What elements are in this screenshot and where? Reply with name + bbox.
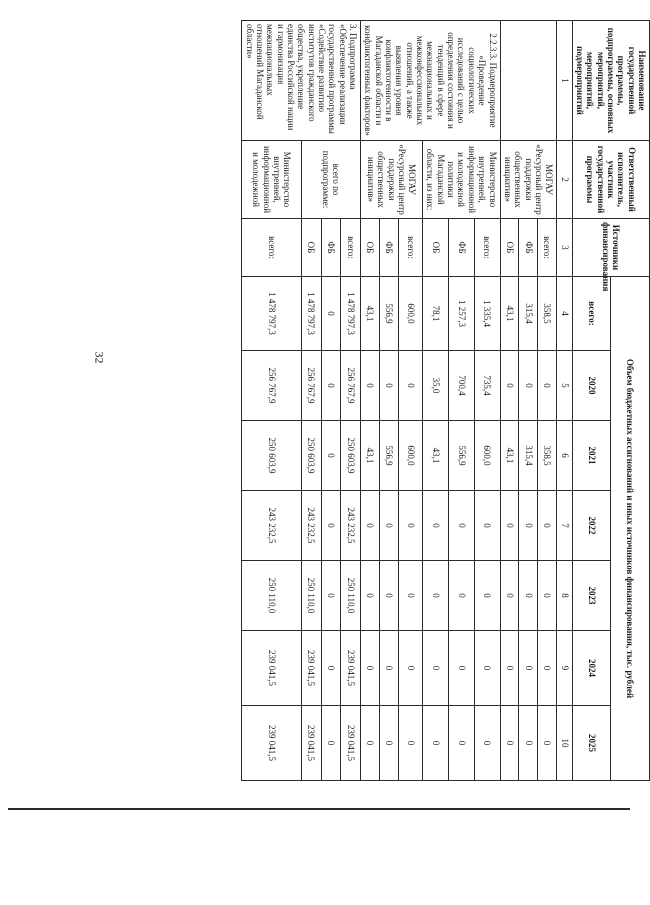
value-cell: 0: [398, 351, 422, 421]
header-funding: Объем бюджетных ассигнований и иных источников финансирования, тыс. рублей: [611, 277, 650, 781]
value-cell: 0: [448, 561, 474, 631]
value-cell: 0: [474, 491, 500, 561]
value-cell: 43,1: [423, 421, 449, 491]
header-col2: Ответственный исполнитель, участник государственной программы: [572, 141, 649, 219]
column-number: 8: [557, 561, 572, 631]
value-cell: 0: [423, 561, 449, 631]
value-cell: 1 257,3: [448, 277, 474, 351]
value-cell: 0: [321, 491, 341, 561]
value-cell: 0: [500, 351, 519, 421]
value-cell: 1 478 797,3: [301, 277, 321, 351]
value-cell: 358,5: [538, 277, 557, 351]
value-cell: 0: [538, 351, 557, 421]
value-cell: 0: [538, 631, 557, 706]
column-number: 5: [557, 351, 572, 421]
header-total: всего:: [572, 277, 611, 351]
value-cell: 250 110,0: [341, 561, 361, 631]
value-cell: 0: [398, 631, 422, 706]
value-cell: 0: [361, 351, 380, 421]
value-cell: 0: [379, 631, 398, 706]
source-cell: ОБ: [423, 219, 449, 277]
value-cell: 250 110,0: [242, 561, 302, 631]
value-cell: 0: [500, 631, 519, 706]
executor-cell: всего по подпрограмме:: [301, 141, 360, 219]
value-cell: 0: [448, 491, 474, 561]
source-cell: ФБ: [321, 219, 341, 277]
value-cell: 256 767,9: [301, 351, 321, 421]
column-number: 3: [557, 219, 572, 277]
column-number: 1: [557, 21, 572, 141]
value-cell: 250 603,9: [341, 421, 361, 491]
executor-cell: МОГАУ «Ресурсный центр поддержки общественных инициатив»: [361, 141, 423, 219]
header-year: 2021: [572, 421, 611, 491]
value-cell: 43,1: [500, 277, 519, 351]
value-cell: 315,4: [519, 277, 538, 351]
source-cell: ФБ: [519, 219, 538, 277]
value-cell: 0: [538, 706, 557, 781]
value-cell: 600,0: [398, 277, 422, 351]
executor-cell: Министерство внутренней, информационной и молодежной политики Магаданской области, из них:: [423, 141, 500, 219]
value-cell: 0: [519, 631, 538, 706]
header-col1: Наименование государственной программы, подпрограммы, основных мероприятий, мероприятий, подмероприятий: [572, 21, 649, 141]
value-cell: 0: [361, 491, 380, 561]
header-year: 2022: [572, 491, 611, 561]
value-cell: 250 603,9: [301, 421, 321, 491]
source-cell: всего:: [538, 219, 557, 277]
value-cell: 243 232,5: [301, 491, 321, 561]
value-cell: 600,0: [474, 421, 500, 491]
value-cell: 0: [538, 491, 557, 561]
value-cell: 1 478 797,3: [242, 277, 302, 351]
source-cell: ОБ: [301, 219, 321, 277]
value-cell: 735,4: [474, 351, 500, 421]
value-cell: 0: [361, 706, 380, 781]
value-cell: 239 041,5: [341, 631, 361, 706]
header-year: 2025: [572, 706, 611, 781]
value-cell: 0: [321, 631, 341, 706]
header-col3: Источники финансирования: [572, 219, 649, 277]
value-cell: 0: [379, 491, 398, 561]
value-cell: 78,1: [423, 277, 449, 351]
header-year: 2024: [572, 631, 611, 706]
source-cell: всего:: [398, 219, 422, 277]
value-cell: 243 232,5: [242, 491, 302, 561]
value-cell: 0: [398, 561, 422, 631]
value-cell: 0: [379, 561, 398, 631]
value-cell: 0: [398, 491, 422, 561]
value-cell: 0: [423, 631, 449, 706]
value-cell: 43,1: [361, 421, 380, 491]
value-cell: 358,5: [538, 421, 557, 491]
financing-table: [241, 20, 650, 781]
value-cell: 0: [500, 561, 519, 631]
value-cell: 315,4: [519, 421, 538, 491]
subprogram-name-cell: 3. Подпрограмма «Обеспечение реализации государственной программы «Содействие развитию институтов гражданского общества, укрепление единства Российской нации и гармонизация межнациональных отношений Магаданской области»: [242, 21, 361, 141]
value-cell: 0: [423, 706, 449, 781]
value-cell: 700,4: [448, 351, 474, 421]
source-cell: ФБ: [448, 219, 474, 277]
value-cell: 1 478 797,3: [341, 277, 361, 351]
value-cell: 0: [321, 706, 341, 781]
value-cell: 0: [519, 491, 538, 561]
column-number: 4: [557, 277, 572, 351]
source-cell: ОБ: [500, 219, 519, 277]
value-cell: 243 232,5: [341, 491, 361, 561]
column-number: 9: [557, 631, 572, 706]
source-cell: всего:: [242, 219, 302, 277]
source-cell: всего:: [474, 219, 500, 277]
header-year: 2020: [572, 351, 611, 421]
page-divider-line: [8, 808, 630, 810]
value-cell: 0: [361, 631, 380, 706]
source-cell: всего:: [341, 219, 361, 277]
source-cell: ОБ: [361, 219, 380, 277]
value-cell: 0: [321, 277, 341, 351]
column-number: 6: [557, 421, 572, 491]
value-cell: 239 041,5: [242, 631, 302, 706]
value-cell: 556,9: [379, 277, 398, 351]
value-cell: 0: [519, 706, 538, 781]
value-cell: 239 041,5: [242, 706, 302, 781]
value-cell: 0: [379, 351, 398, 421]
source-cell: ФБ: [379, 219, 398, 277]
page-number: 32: [92, 351, 107, 364]
value-cell: 556,9: [448, 421, 474, 491]
value-cell: 0: [361, 561, 380, 631]
value-cell: 1 335,4: [474, 277, 500, 351]
value-cell: 0: [519, 561, 538, 631]
value-cell: 256 767,9: [242, 351, 302, 421]
value-cell: 0: [500, 491, 519, 561]
column-number: 7: [557, 491, 572, 561]
value-cell: 256 767,9: [341, 351, 361, 421]
value-cell: 250 603,9: [242, 421, 302, 491]
column-number: 2: [557, 141, 572, 219]
header-year: 2023: [572, 561, 611, 631]
rotated-page: [120, 20, 650, 780]
value-cell: 0: [448, 631, 474, 706]
executor-cell: МОГАУ «Ресурсный центр поддержки общественных инициатив»: [500, 141, 557, 219]
value-cell: 0: [379, 706, 398, 781]
value-cell: 0: [500, 706, 519, 781]
value-cell: 0: [519, 351, 538, 421]
value-cell: 239 041,5: [341, 706, 361, 781]
value-cell: 43,1: [361, 277, 380, 351]
value-cell: 0: [398, 706, 422, 781]
value-cell: 0: [448, 706, 474, 781]
measure-name-cell: [500, 21, 557, 141]
executor-cell: Министерство внутренней, информационной и молодежной: [242, 141, 302, 219]
value-cell: 0: [321, 351, 341, 421]
value-cell: 556,9: [379, 421, 398, 491]
value-cell: 0: [474, 631, 500, 706]
value-cell: 250 110,0: [301, 561, 321, 631]
value-cell: 0: [423, 491, 449, 561]
value-cell: 239 041,5: [301, 706, 321, 781]
value-cell: 600,0: [398, 421, 422, 491]
measure-name-cell: 2.2.3.3. Подмероприятие «Проведение социологических исследований с целью определения состояния и тенденций в сфере межнациональных и межконфессиональных отношений, а также выявления уровня конфликтогенности в Магаданской области и конфликтогенных факторов»: [361, 21, 500, 141]
value-cell: 0: [474, 561, 500, 631]
value-cell: 0: [474, 706, 500, 781]
value-cell: 0: [538, 561, 557, 631]
value-cell: 0: [321, 561, 341, 631]
value-cell: 35,0: [423, 351, 449, 421]
value-cell: 0: [321, 421, 341, 491]
column-number: 10: [557, 706, 572, 781]
value-cell: 239 041,5: [301, 631, 321, 706]
value-cell: 43,1: [500, 421, 519, 491]
